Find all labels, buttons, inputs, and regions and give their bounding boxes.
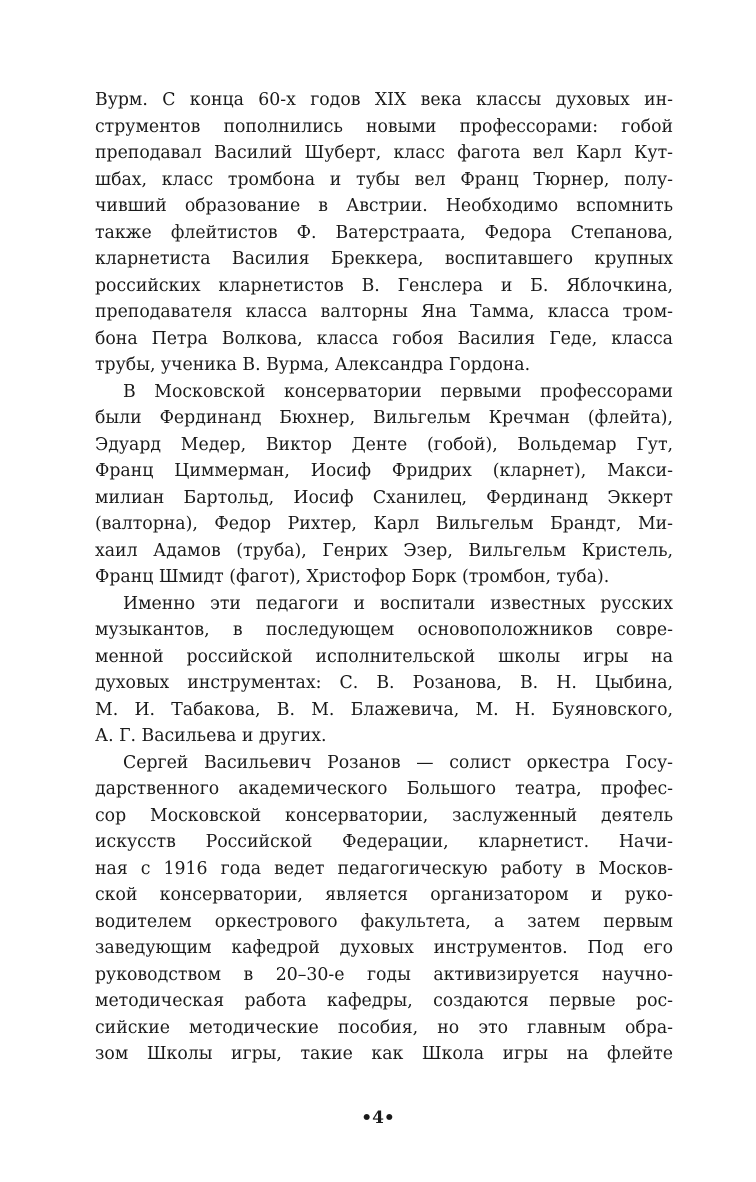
text-line: сийские методические пособия, но это главным обра-	[95, 1017, 673, 1038]
text-line: В Московской консерватории первыми профессорами	[123, 381, 673, 402]
text-line: дарственного академического Большого театра, профес-	[95, 779, 673, 799]
text-line: Сергей Васильевич Розанов — солист оркестра Госу-	[123, 752, 673, 773]
text-line: хаил Адамов (труба), Генрих Эзер, Вильгельм Кристель,	[95, 540, 673, 561]
text-line: (валторна), Федор Рихтер, Карл Вильгельм Брандт, Ми-	[95, 514, 673, 534]
text-line: бона Петра Волкова, класса гобоя Василия Геде, класса	[95, 328, 673, 349]
text-line: преподавателя класса валторны Яна Тамма, класса тром-	[95, 302, 673, 322]
text-line: ской консерватории, является организатором и руко-	[95, 885, 673, 905]
text-line: струментов пополнились новыми профессорами: гобой	[95, 116, 673, 137]
page-number: •4•	[361, 1108, 395, 1128]
text-line: трубы, ученика В. Вурма, Александра Гордона.	[95, 355, 531, 375]
page-body	[95, 87, 673, 1068]
text-line: зом Школы игры, такие как Школа игры на флейте	[95, 1044, 673, 1064]
text-line: руководством в 20–30-е годы активизируется научно-	[95, 964, 673, 985]
text-line: заведующим кафедрой духовых инструментов. Под его	[95, 938, 673, 958]
text-line: преподавал Василий Шуберт, класс фагота вел Карл Кут-	[95, 143, 673, 163]
paragraph-4	[95, 750, 673, 1068]
text-line: А. Г. Васильева и других.	[95, 726, 327, 746]
text-line: искусств Российской Федерации, кларнетист. Начи-	[95, 832, 673, 852]
text-line: чивший образование в Австрии. Необходимо вспомнить	[95, 196, 673, 216]
paragraph-1	[95, 87, 673, 379]
text-line: шбах, класс тромбона и тубы вел Франц Тюрнер, полу-	[95, 169, 673, 190]
text-line: духовых инструментах: С. В. Розанова, В. Н. Цыбина,	[95, 673, 673, 693]
text-line: Именно эти педагоги и воспитали известных русских	[123, 593, 673, 614]
text-line: также флейтистов Ф. Ватерстраата, Федора Степанова,	[95, 222, 673, 243]
text-line: ная с 1916 года ведет педагогическую работу в Москов-	[95, 858, 673, 879]
text-line: милиан Бартольд, Иосиф Сханилец, Фердинанд Эккерт	[95, 487, 673, 508]
paragraph-2	[95, 379, 673, 591]
paragraph-3	[95, 591, 673, 750]
text-line: Эдуард Медер, Виктор Денте (гобой), Вольдемар Гут,	[95, 434, 673, 455]
text-line: М. И. Табакова, В. М. Блажевича, М. Н. Буяновского,	[95, 699, 673, 720]
text-line: российских кларнетистов В. Генслера и Б. Яблочкина,	[95, 275, 673, 296]
text-line: менной российской исполнительской школы игры на	[95, 646, 673, 667]
text-line: Вурм. С конца 60-х годов XIX века классы духовых ин-	[95, 90, 673, 110]
text-line: методическая работа кафедры, создаются первые рос-	[95, 991, 673, 1011]
text-line: Франц Шмидт (фагот), Христофор Борк (тромбон, туба).	[95, 567, 610, 587]
text-line: сор Московской консерватории, заслуженный деятель	[95, 805, 673, 826]
text-line: были Фердинанд Бюхнер, Вильгельм Кречман (флейта),	[95, 408, 673, 428]
text-line: Франц Циммерман, Иосиф Фридрих (кларнет), Макси-	[95, 461, 673, 481]
text-line: водителем оркестрового факультета, а затем первым	[95, 911, 673, 932]
text-line: кларнетиста Василия Бреккера, воспитавшего крупных	[95, 249, 673, 269]
text-line: музыкантов, в последующем основоположников совре-	[95, 620, 673, 640]
